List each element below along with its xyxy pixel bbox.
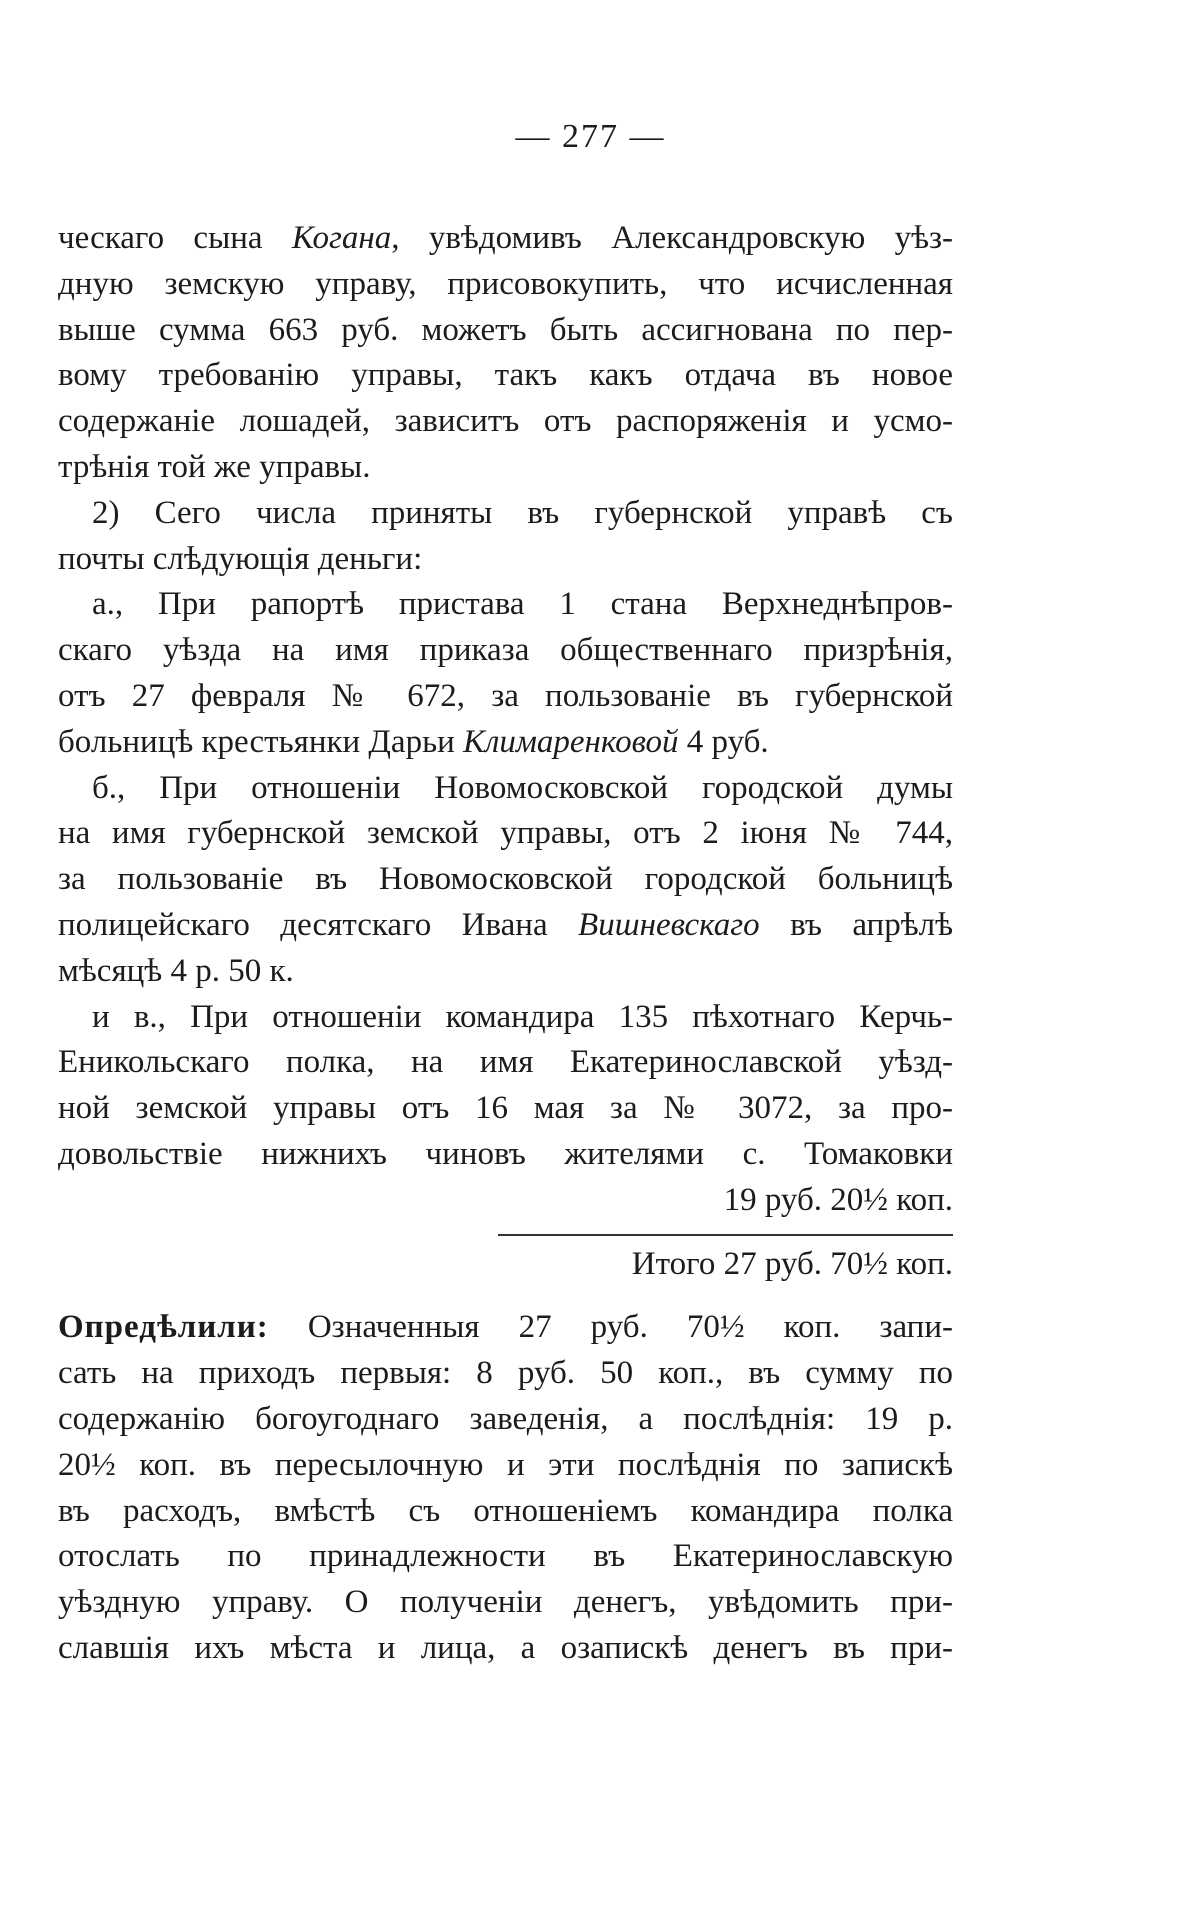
body-text-line: и в., При отношеніи командира 135 пѣхотнаго Керчь- xyxy=(92,998,953,1035)
total-line: Итого 27 руб. 70½ коп. xyxy=(631,1245,953,1282)
body-text-line: больницѣ крестьянки Дарьи Климаренковой 4 руб. xyxy=(58,723,769,760)
italic-surname: Климаренковой xyxy=(463,723,679,760)
body-text-line: б., При отношеніи Новомосковской городской думы xyxy=(92,769,953,806)
main-paragraphs xyxy=(58,216,953,1224)
body-text-line: мѣсяцѣ 4 р. 50 к. xyxy=(58,952,294,989)
resolution-text-line: въ расходъ, вмѣстѣ съ отношеніемъ командира полка xyxy=(58,1492,953,1529)
resolution-text-line: содержанію богоугоднаго заведенія, а послѣднія: 19 р. xyxy=(58,1400,953,1437)
resolution-label: Опредѣлили: xyxy=(58,1309,269,1346)
body-text-line: 2) Сего числа приняты въ губернской управѣ съ xyxy=(92,494,953,531)
body-text-line: ческаго сына Когана, увѣдомивъ Александровскую уѣз- xyxy=(58,220,954,256)
italic-surname: Вишневскаго xyxy=(578,906,760,943)
page-number: — 277 — xyxy=(515,118,666,155)
body-text-line: полицейскаго десятскаго Ивана Вишневскаго въ апрѣлѣ xyxy=(58,906,954,943)
body-text-line: за пользованіе въ Новомосковской городской больницѣ xyxy=(58,861,953,898)
body-text-line: отъ 27 февраля № 672, за пользованіе въ губернской xyxy=(58,677,953,714)
body-text-line: вому требованію управы, такъ какъ отдача въ новое xyxy=(58,357,953,394)
resolution-text-line: отослать по принадлежности въ Екатеринославскую xyxy=(58,1538,953,1575)
body-text-line: а., При рапортѣ пристава 1 стана Верхнеднѣпров- xyxy=(92,586,953,623)
body-text-line: содержаніе лошадей, зависитъ отъ распоряженія и усмо- xyxy=(58,403,953,440)
resolution-text-line: уѣздную управу. О полученіи денегъ, увѣдомить при- xyxy=(58,1584,953,1621)
body-text-line: выше сумма 663 руб. можетъ быть ассигнована по пер- xyxy=(58,311,953,348)
resolution-paragraph xyxy=(58,1305,953,1671)
body-text-line: почты слѣдующія деньги: xyxy=(58,540,423,577)
body-text-line: трѣнія той же управы. xyxy=(58,448,371,485)
resolution-text-line: славшія ихъ мѣста и лица, а озапискѣ денегъ въ при- xyxy=(58,1629,953,1666)
body-text-line: Еникольскаго полка, на имя Екатеринославской уѣзд- xyxy=(58,1044,953,1081)
text-body xyxy=(58,216,953,1672)
resolution-text-line: 20½ коп. въ пересылочную и эти послѣднія по запискѣ xyxy=(58,1446,953,1483)
body-text-line: ной земской управы отъ 16 мая за № 3072, за про- xyxy=(58,1090,953,1127)
body-text-line: скаго уѣзда на имя приказа общественнаго призрѣнія, xyxy=(58,632,953,669)
body-text-line: дную земскую управу, присовокупить, что исчисленная xyxy=(58,265,953,302)
body-text-line: на имя губернской земской управы, отъ 2 іюня № 744, xyxy=(58,815,953,852)
resolution-text-line: Опредѣлили: Означенныя 27 руб. 70½ коп. запи- xyxy=(58,1309,953,1346)
body-text-line: 19 руб. 20½ коп. xyxy=(723,1181,953,1218)
italic-surname: Когана xyxy=(291,220,392,256)
body-text-line: довольствіе нижнихъ чиновъ жителями с. Томаковки xyxy=(58,1135,953,1172)
resolution-text-line: сать на приходъ первыя: 8 руб. 50 коп., въ сумму по xyxy=(58,1355,953,1392)
sum-divider xyxy=(498,1234,953,1236)
